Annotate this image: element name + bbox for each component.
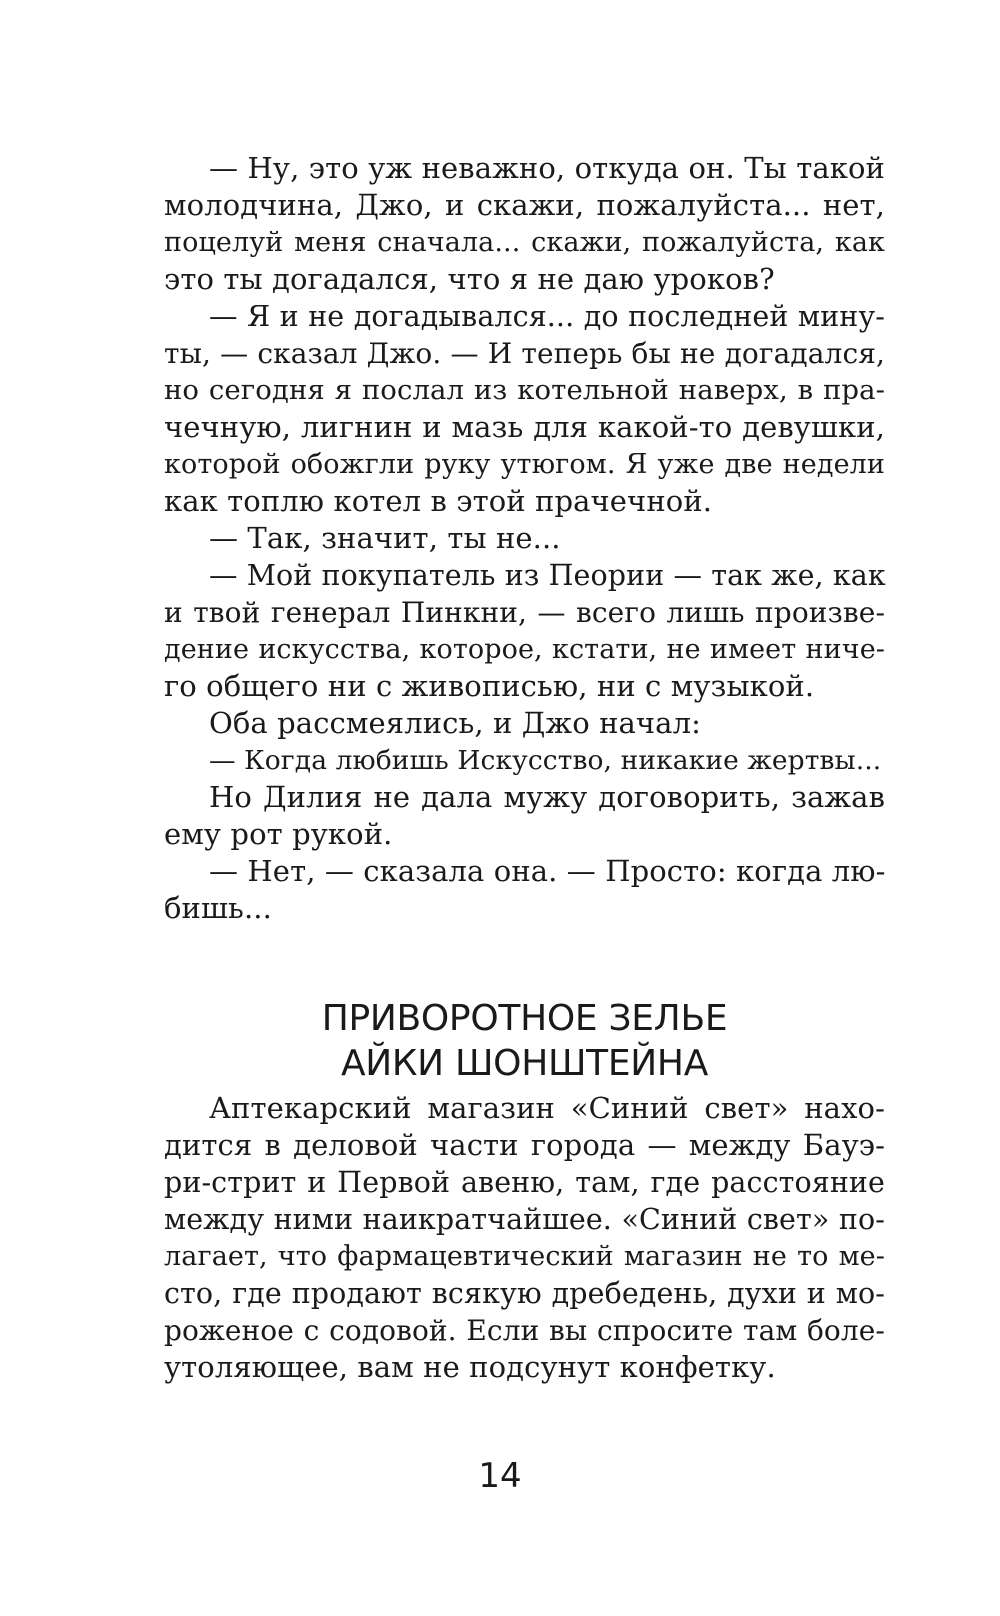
story-ending-text: [164, 150, 885, 927]
text-line: Аптекарский магазин «Синий свет» нахо-: [209, 1091, 885, 1125]
text-line: и твой генерал Пинкни, — всего лишь произве-: [164, 596, 885, 629]
chapter-title-line-1: ПРИВОРОТНОЕ ЗЕЛЬЕ: [321, 998, 728, 1039]
text-line: но сегодня я послал из котельной наверх, в пра-: [164, 374, 885, 406]
text-line: утоляющее, вам не подсунут конфетку.: [164, 1350, 776, 1384]
text-line: роженое с содовой. Если вы спросите там боле-: [164, 1314, 885, 1347]
text-line: ты, — сказал Джо. — И теперь бы не догадался,: [164, 337, 885, 370]
text-line: Оба рассмеялись, и Джо начал:: [209, 706, 701, 740]
text-line: бишь...: [164, 891, 272, 925]
text-line: — Так, значит, ты не...: [209, 521, 561, 555]
text-line: — Ну, это уж неважно, откуда он. Ты такой: [209, 151, 885, 185]
text-line: дение искусства, которое, кстати, не имеет ниче-: [164, 634, 885, 665]
text-line: — Мой покупатель из Пеории — так же, как: [209, 559, 886, 592]
text-line: — Нет, — сказала она. — Просто: когда лю-: [209, 854, 886, 888]
text-line: поцелуй меня сначала... скажи, пожалуйста, как: [164, 227, 885, 258]
text-line: молодчина, Джо, и скажи, пожалуйста... нет,: [164, 188, 885, 222]
text-line: которой обожгли руку утюгом. Я уже две недели: [164, 449, 885, 480]
chapter-title-line-2: АЙКИ ШОНШТЕЙНА: [340, 1043, 709, 1084]
text-line: — Я и не догадывался... до последней мину-: [209, 300, 885, 333]
text-line: между ними наикратчайшее. «Синий свет» по-: [164, 1203, 885, 1236]
text-line: ри-стрит и Первой авеню, там, где расстояние: [164, 1166, 885, 1199]
text-line: дится в деловой части города — между Бауэ-: [164, 1128, 885, 1162]
text-line: это ты догадался, что я не даю уроков?: [164, 262, 775, 296]
text-line: чечную, лигнин и мазь для какой-то девушки,: [164, 410, 885, 444]
chapter-title: [164, 996, 885, 1086]
chapter-opening-text: [164, 1090, 885, 1386]
text-line: ему рот рукой.: [164, 817, 393, 851]
text-line: — Когда любишь Искусство, никакие жертвы...: [209, 745, 882, 776]
text-line: лагает, что фармацевтический магазин не то ме-: [164, 1241, 885, 1272]
text-line: Но Дилия не дала мужу договорить, зажав: [209, 780, 885, 814]
page-number: 14: [478, 1456, 522, 1496]
text-line: как топлю котел в этой прачечной.: [164, 484, 713, 518]
text-line: го общего ни с живописью, ни с музыкой.: [164, 669, 815, 703]
text-line: сто, где продают всякую дребедень, духи и мо-: [164, 1277, 885, 1310]
